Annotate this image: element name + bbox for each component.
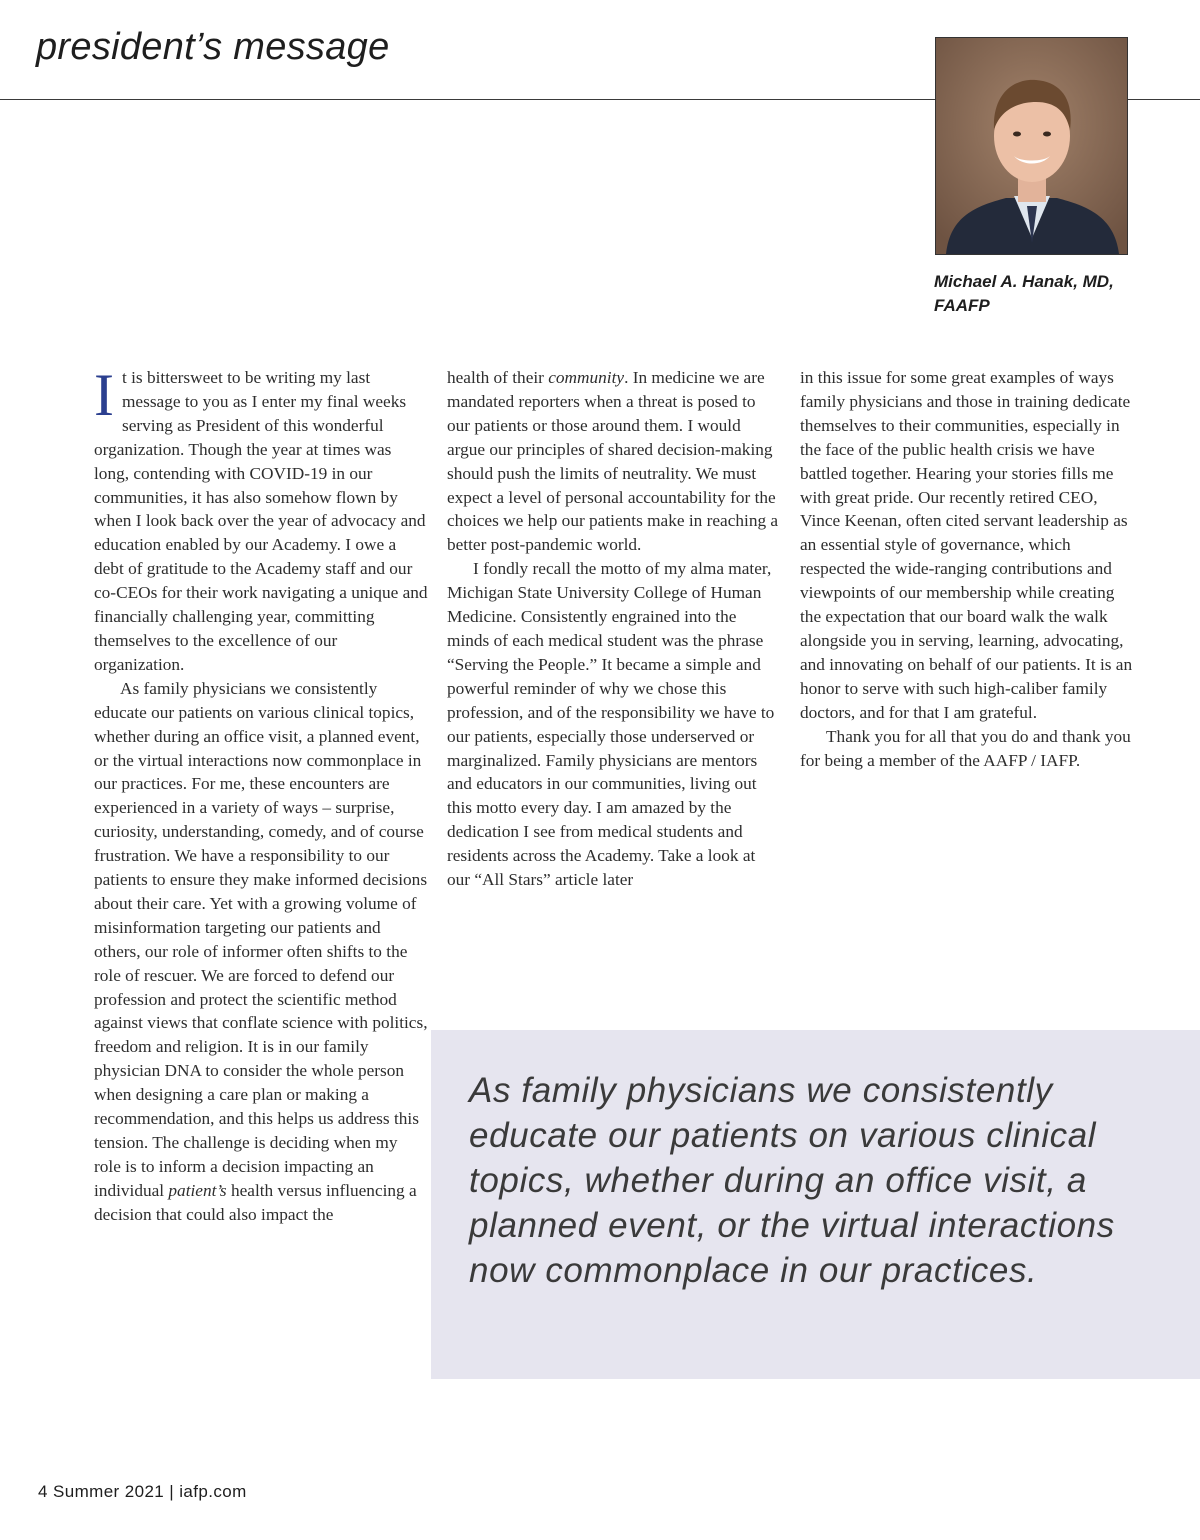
emphasis-text: patient’s	[168, 1180, 227, 1200]
paragraph-text: As family physicians we consistently educate our patients on various clinical topics, whether during an office visit, a planned event, or the virtual interactions now commonplace in our practices. For me, these encounters are experienced in a variety of ways – surprise, curiosity, understanding, comedy, and of course frustration. We have a responsibility to our patients to ensure they make informed decisions about their care. Yet with a growing volume of misinformation targeting our patients and others, our role of informer often shifts to the role of rescuer. We are forced to defend our profession and protect the scientific method against views that conflate science with politics, freedom and religion. It is in our family physician DNA to consider the whole person when designing a care plan or making a recommendation, and this helps us address this tension. The challenge is deciding when my role is to inform a decision impacting an individual	[94, 678, 428, 1200]
page-footer: 4 Summer 2021 | iafp.com	[38, 1482, 247, 1501]
drop-cap: I	[94, 362, 114, 428]
portrait-illustration	[936, 38, 1127, 254]
paragraph-text: t is bittersweet to be writing my last message to you as I enter my final weeks serving as President of this wonderful organization. Though the year at times was long, contending with COVID-19 in our communities, it has also somehow flown by when I look back over the year of advocacy and education enabled by our Academy. I owe a debt of gratitude to the Academy staff and our co-CEOs for their work navigating a unique and financially challenging year, committing themselves to the excellence of our organization.	[94, 368, 428, 674]
pull-quote-text: As family physicians we consistently educate our patients on various clinical topics, whether during an office visit, a planned event, or the virtual interactions now commonplace in our practices.	[469, 1071, 1115, 1290]
portrait-caption: Michael A. Hanak, MD, FAAFP	[934, 272, 1114, 315]
article-column-2	[447, 366, 781, 892]
paragraph: Thank you for all that you do and thank you for being a member of the AAFP / IAFP.	[800, 726, 1131, 770]
paragraph	[94, 677, 428, 1227]
paragraph-text: health versus influencing a decision that could also impact the	[94, 1180, 417, 1224]
paragraph-text: health of their	[447, 368, 549, 387]
pull-quote-box	[431, 1030, 1200, 1379]
paragraph: I fondly recall the motto of my alma mater, Michigan State University College of Human Medicine. Consistently engrained into the minds of each medical student was the phrase “Serving the People.” It became a simple and powerful reminder of why we chose this profession, and of the responsibility we have to our patients, especially those underserved or marginalized. Family physicians are mentors and educators in our communities, living out this motto every day. I am amazed by the dedication I see from medical students and residents across the Academy. Take a look at our “All Stars” article later	[447, 559, 775, 890]
paragraph: in this issue for some great examples of ways family physicians and those in training dedicate themselves to their communities, especially in the face of the public health crisis we have battled together. Hearing your stories fills me with great pride. Our recently retired CEO, Vince Keenan, often cited servant leadership as an essential style of governance, which respected the wide-ranging contributions and viewpoints of our membership while creating the expectation that our board walk the walk alongside you in serving, learning, advocating, and innovating on behalf of our patients. It is an honor to serve with such high-caliber family doctors, and for that I am grateful.	[800, 368, 1133, 722]
article-column-1	[94, 362, 428, 1227]
paragraph	[447, 366, 781, 557]
author-portrait	[935, 37, 1128, 255]
emphasis-text: community	[548, 368, 625, 387]
paragraph-text: . In medicine we are mandated reporters when a threat is posed to our patients or those around them. I would argue our principles of shared decision-making should push the limits of neutrality. We must expect a level of personal accountability for the choices we help our patients make in reaching a better post-pandemic world.	[447, 368, 779, 555]
article-column-3	[800, 366, 1134, 772]
paragraph	[94, 362, 428, 677]
section-title: president’s message	[36, 26, 390, 68]
